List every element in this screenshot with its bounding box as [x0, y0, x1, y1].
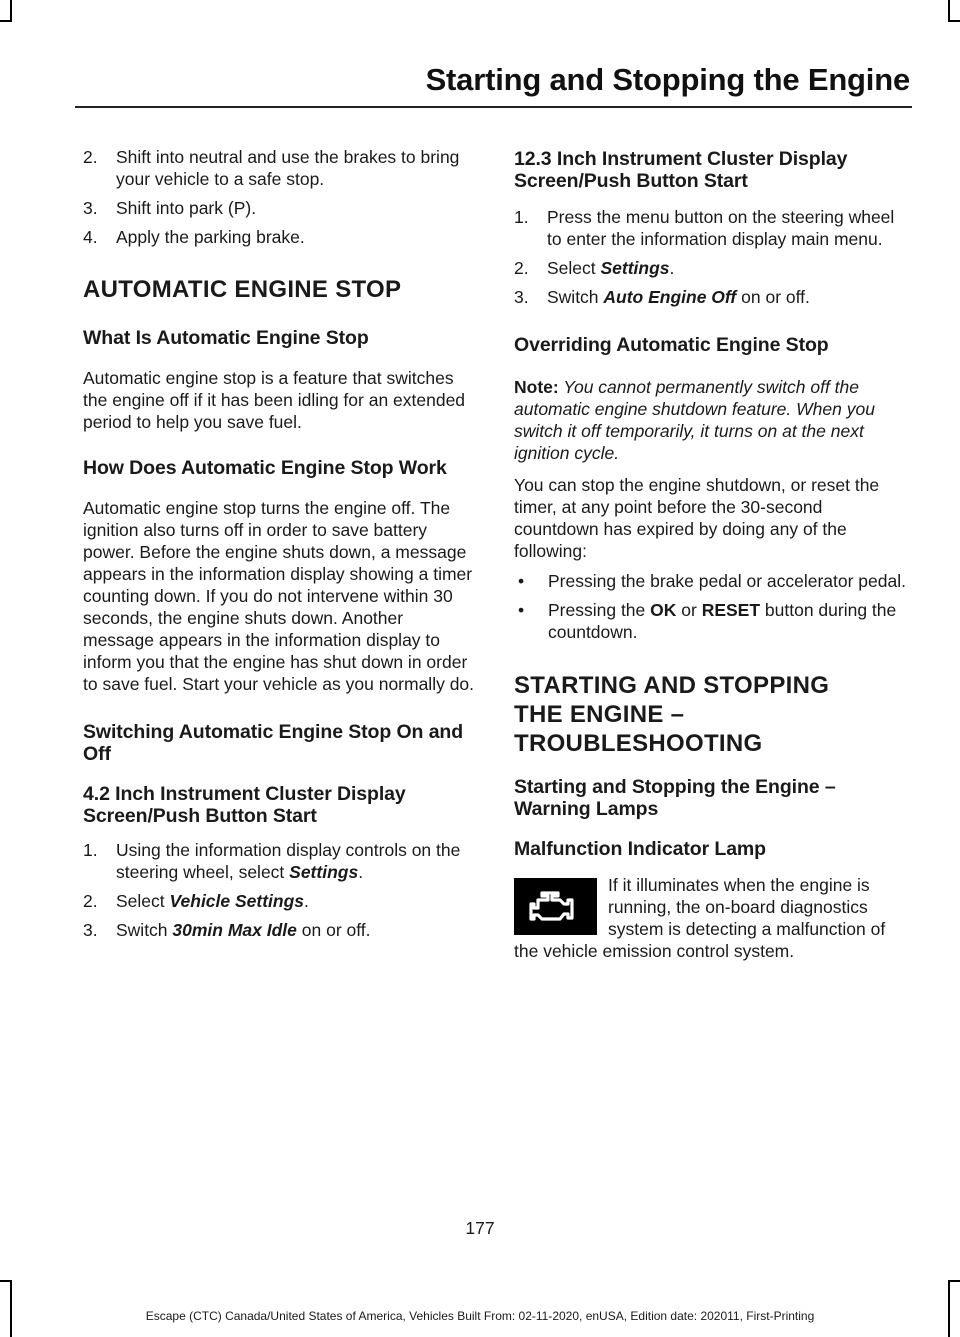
- subheading-what-is: What Is Automatic Engine Stop: [83, 327, 369, 349]
- steps-123-list: [514, 206, 908, 308]
- list-marker: 2.: [83, 891, 98, 911]
- list-marker: 1.: [514, 207, 529, 227]
- heading-line: TROUBLESHOOTING: [514, 730, 763, 757]
- footer-edition: Escape (CTC) Canada/United States of America, Vehicles Built From: 02-11-2020, enUSA, Edition date: 202011, First-Printing: [145, 1309, 815, 1323]
- list-text: Switch: [547, 287, 604, 307]
- steps-42-list: [83, 839, 477, 941]
- subheading-mil: Malfunction Indicator Lamp: [514, 838, 766, 860]
- bullet-marker: •: [518, 571, 525, 591]
- page-number: 177: [465, 1218, 495, 1238]
- menu-term: Auto Engine Off: [603, 287, 737, 307]
- list-text: button during the countdown.: [548, 600, 897, 642]
- bullet-marker: •: [518, 600, 525, 620]
- list-marker: 2.: [83, 147, 98, 167]
- list-text: Shift into park (P).: [116, 198, 257, 218]
- list-text: or: [676, 600, 702, 620]
- list-text: Pressing the: [548, 600, 651, 620]
- mil-paragraph: If it illuminates when the engine is running, the on-board diagnostics system is detecting a malfunction of the vehicle emission control system.: [514, 875, 886, 961]
- list-text: Select: [547, 258, 601, 278]
- list-text: .: [669, 258, 675, 278]
- list-text: Using the information display controls on the steering wheel, select: [116, 840, 461, 882]
- how-paragraph: Automatic engine stop turns the engine off. The ignition also turns off in order to save battery power. Before the engine shuts down, a message appears in the information display showing a timer counting down. If you do not intervene within 30 seconds, the engine shuts down. Another message appears in the information display to inform you that the engine has shut down in order to save fuel. Start your vehicle as you normally do.: [83, 498, 475, 694]
- crop-mark: [948, 1280, 960, 1282]
- page-title: Starting and Stopping the Engine: [425, 62, 910, 97]
- list-item: [83, 146, 477, 190]
- list-item: [514, 599, 908, 643]
- menu-term: 30min Max Idle: [172, 920, 297, 940]
- check-engine-icon: [514, 878, 597, 935]
- crop-mark: [10, 0, 12, 22]
- subheading-warning-lamps: Starting and Stopping the Engine – Warning Lamps: [514, 776, 836, 820]
- note-text: You cannot permanently switch off the automatic engine shutdown feature. When you switch it off temporarily, it turns on at the next ignition cycle.: [514, 377, 875, 463]
- subheading-switching: Switching Automatic Engine Stop On and Off: [83, 721, 464, 765]
- section-heading-automatic-engine-stop: AUTOMATIC ENGINE STOP: [83, 276, 402, 303]
- subheading-cluster-123: 12.3 Inch Instrument Cluster Display Screen/Push Button Start: [514, 148, 848, 192]
- list-item: [514, 206, 908, 250]
- crop-mark: [948, 0, 950, 22]
- list-item: [83, 839, 477, 883]
- menu-term: Settings: [600, 258, 670, 278]
- list-item: [83, 226, 477, 248]
- subheading-cluster-42: 4.2 Inch Instrument Cluster Display Screen/Push Button Start: [83, 783, 406, 827]
- list-text: Select: [116, 891, 170, 911]
- list-item: [514, 570, 908, 592]
- override-bullets: [514, 570, 908, 643]
- heading-line: THE ENGINE –: [514, 701, 685, 728]
- list-text: Press the menu button on the steering wheel to enter the information display main menu.: [547, 207, 895, 249]
- steps-top-list: [83, 146, 477, 248]
- menu-term: Vehicle Settings: [169, 891, 305, 911]
- what-paragraph: Automatic engine stop is a feature that switches the engine off if it has been idling for an extended period to help you save fuel.: [83, 368, 466, 432]
- menu-term: Settings: [289, 862, 359, 882]
- list-item: [83, 919, 477, 941]
- reset-button-term: RESET: [701, 600, 761, 620]
- header-rule: [75, 106, 912, 108]
- list-item: [83, 197, 477, 219]
- list-text: on or off.: [736, 287, 810, 307]
- note-label: Note:: [514, 377, 559, 397]
- right-column: [514, 146, 908, 962]
- list-marker: 3.: [514, 287, 529, 307]
- mil-block: [514, 874, 908, 962]
- list-marker: 3.: [83, 920, 98, 940]
- list-text: .: [304, 891, 309, 911]
- subheading-how-does: How Does Automatic Engine Stop Work: [83, 457, 447, 479]
- list-text: .: [358, 862, 364, 882]
- list-text: on or off.: [296, 920, 371, 940]
- left-column: [83, 146, 477, 948]
- ok-button-term: OK: [650, 600, 677, 620]
- crop-mark: [0, 1280, 12, 1282]
- list-marker: 3.: [83, 198, 98, 218]
- crop-mark: [948, 20, 960, 22]
- list-text: Switch: [116, 920, 173, 940]
- list-text: Pressing the brake pedal or accelerator pedal.: [548, 571, 906, 591]
- list-text: Apply the parking brake.: [116, 227, 305, 247]
- list-item: [514, 286, 908, 308]
- check-engine-icon-svg: [526, 887, 586, 927]
- note-paragraph: [514, 376, 908, 464]
- list-marker: 4.: [83, 227, 98, 247]
- list-text: Shift into neutral and use the brakes to bring your vehicle to a safe stop.: [116, 147, 460, 189]
- heading-line: STARTING AND STOPPING: [514, 672, 830, 699]
- list-marker: 2.: [514, 258, 529, 278]
- subheading-overriding: Overriding Automatic Engine Stop: [514, 334, 829, 356]
- list-item: [83, 890, 477, 912]
- override-paragraph: You can stop the engine shutdown, or reset the timer, at any point before the 30-second countdown has expired by doing any of the following:: [514, 475, 880, 561]
- section-heading-troubleshooting: [514, 671, 908, 758]
- list-marker: 1.: [83, 840, 98, 860]
- list-item: [514, 257, 908, 279]
- crop-mark: [0, 20, 12, 22]
